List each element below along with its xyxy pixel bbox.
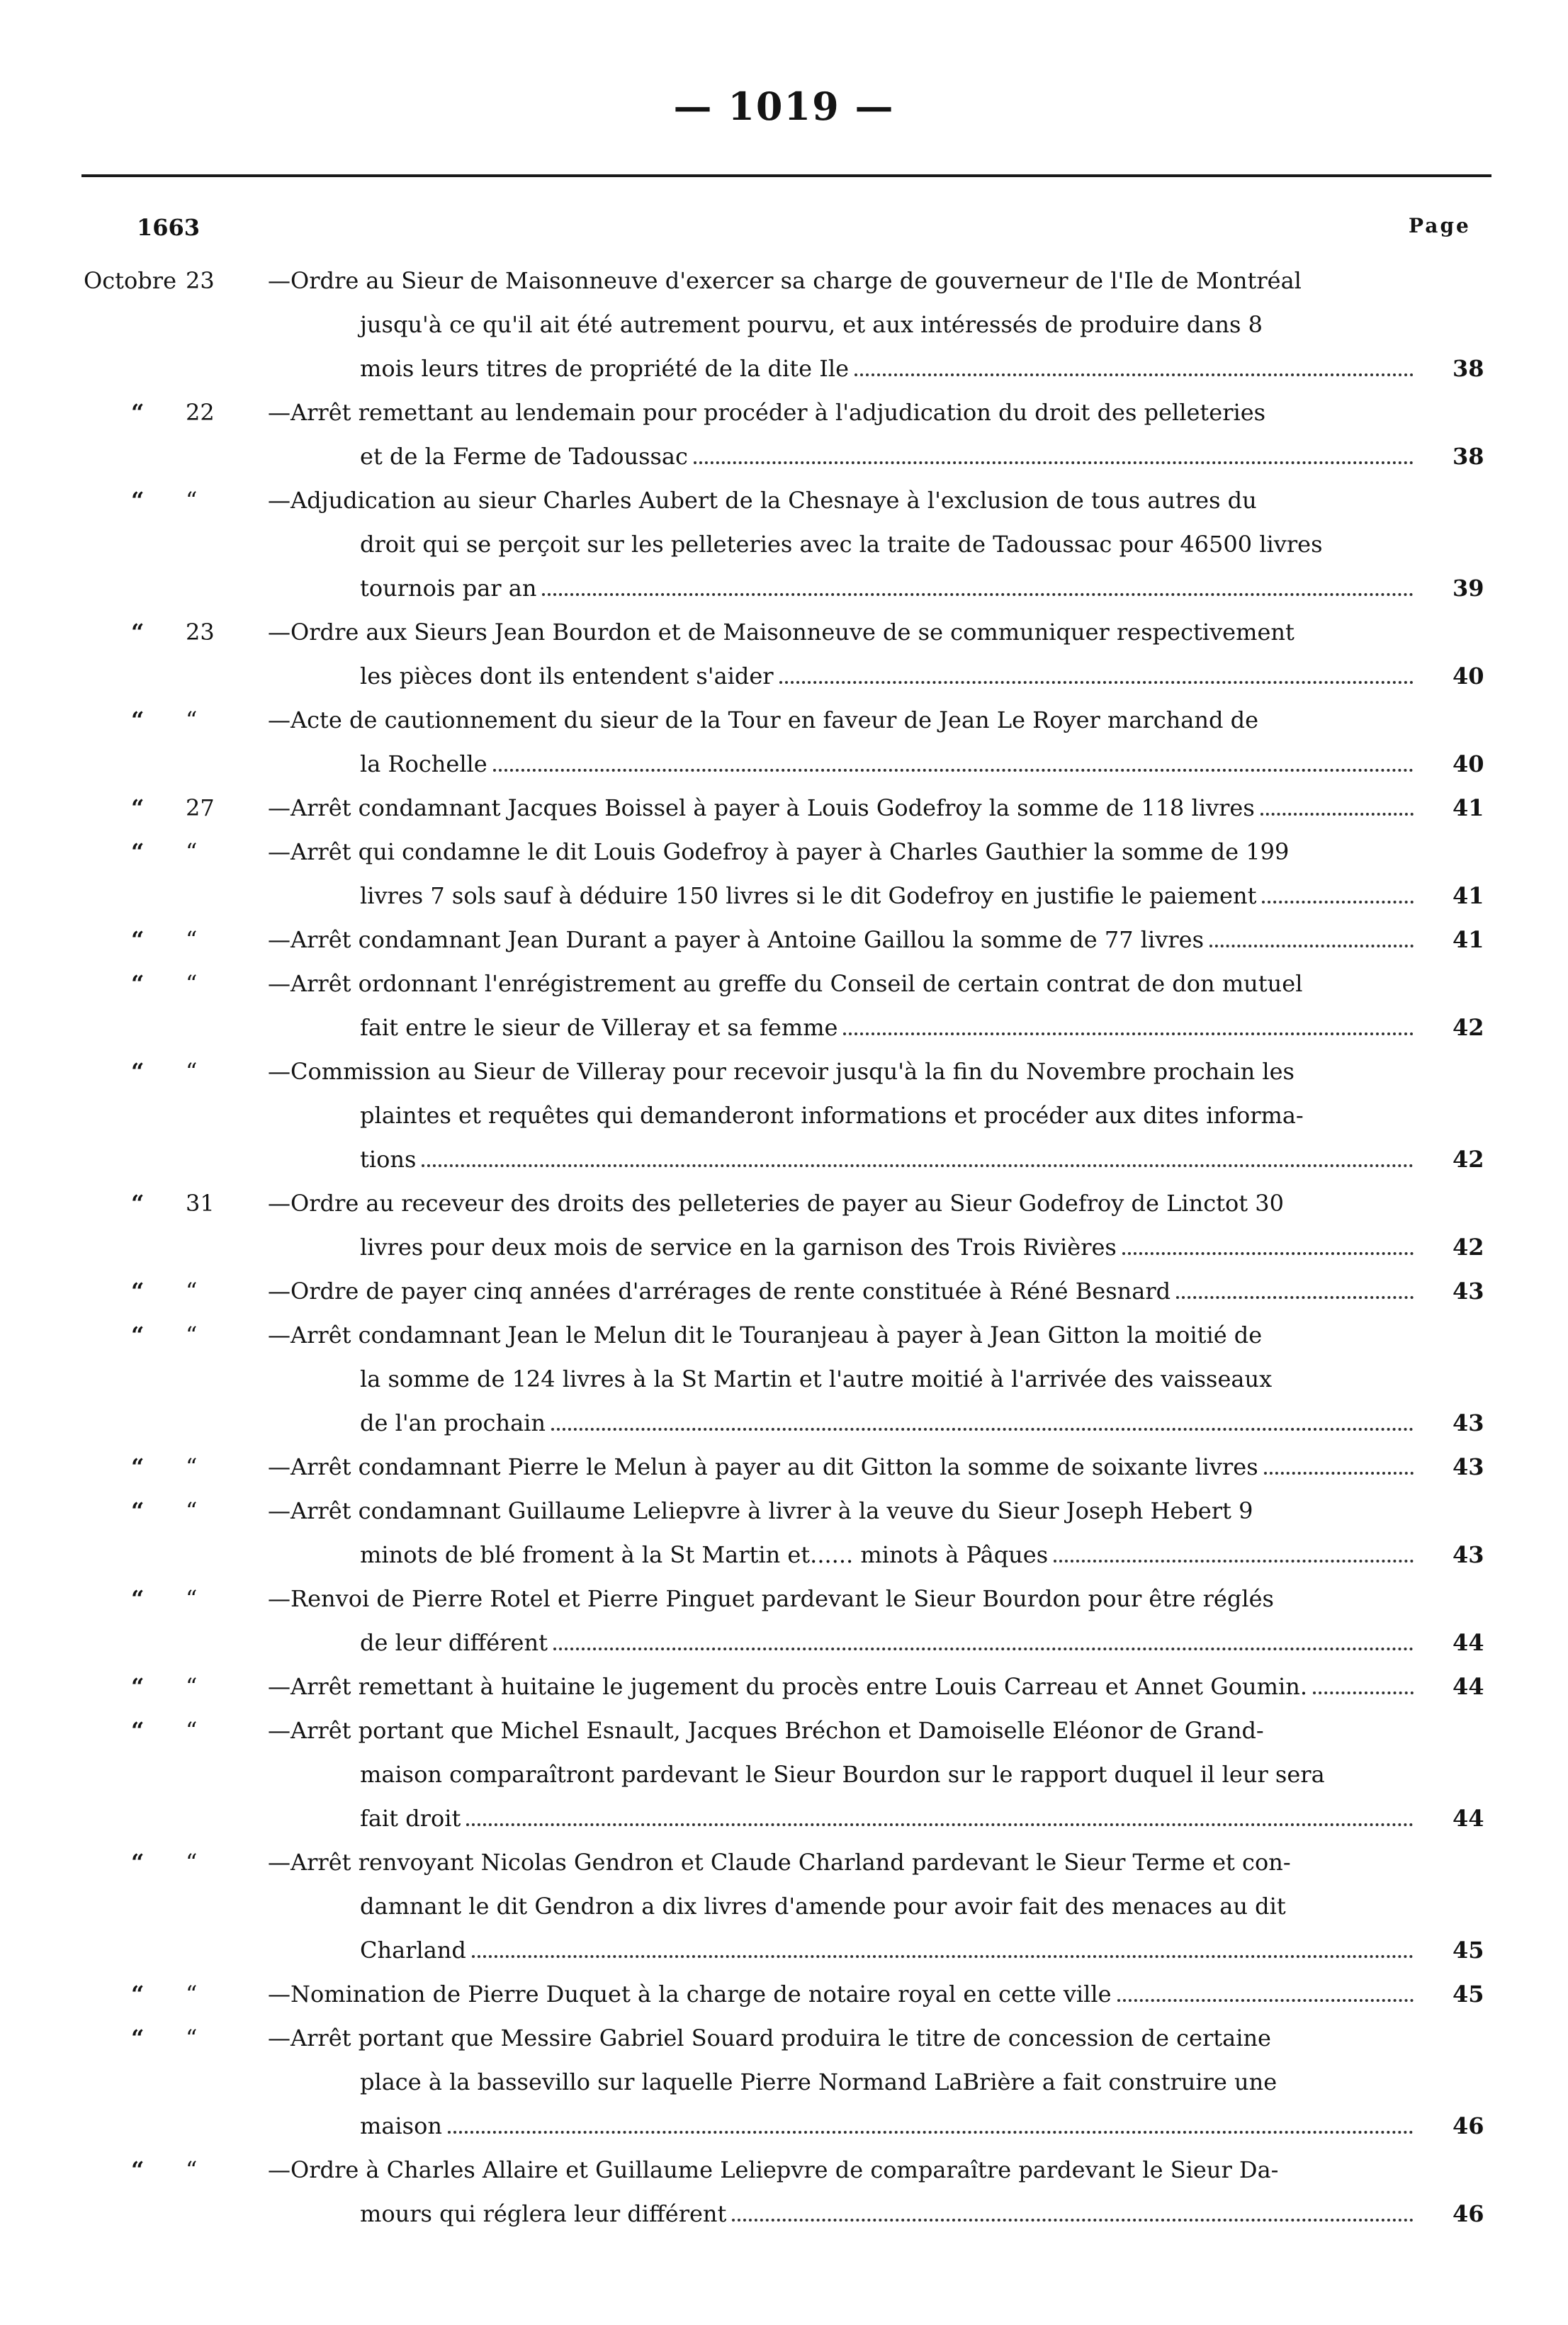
entry-line-text: la Rochelle — [360, 750, 487, 777]
entry-day: 27 — [186, 794, 215, 821]
entry-page-number: 44 — [1453, 1805, 1484, 1832]
ditto-mark: “ — [131, 1190, 145, 1217]
entry-text — [268, 1708, 1419, 1840]
entry-day: “ — [186, 1453, 198, 1480]
entry-page-number: 43 — [1453, 1409, 1484, 1436]
entry-page-number: 44 — [1453, 1673, 1484, 1700]
entry-day: 22 — [186, 399, 215, 426]
entry-day: “ — [186, 1497, 198, 1524]
entry-line — [268, 1884, 1419, 1928]
ditto-mark: “ — [131, 399, 145, 426]
entry-day: “ — [186, 706, 198, 733]
entry-day: 23 — [186, 619, 215, 646]
leader-dots — [1176, 1296, 1414, 1299]
entry-day: “ — [186, 838, 198, 865]
entry-line-text: fait droit — [360, 1805, 461, 1832]
entry-text — [268, 830, 1419, 918]
entry-line-text: maison — [360, 2112, 442, 2139]
entry-line-text: maison comparaîtront pardevant le Sieur Bourdon sur le rapport duquel il leur sera — [360, 1761, 1325, 1788]
entry-line — [268, 1928, 1419, 1972]
entry-text — [268, 390, 1419, 478]
entry-text — [268, 2148, 1419, 2236]
entry-line — [268, 1269, 1419, 1313]
entry-line-text: les pièces dont ils entendent s'aider — [360, 663, 774, 689]
entry-day: “ — [186, 1322, 198, 1349]
entry-line — [268, 1181, 1419, 1225]
entry-day: “ — [186, 1585, 198, 1612]
entry-text — [268, 962, 1419, 1049]
entry-line-text: —Renvoi de Pierre Rotel et Pierre Pinguet pardevant le Sieur Bourdon pour être réglés — [268, 1585, 1274, 1612]
entry-text — [268, 1577, 1419, 1665]
entry-line — [268, 1577, 1419, 1621]
entry-line — [268, 1752, 1419, 1796]
entry-line — [268, 2192, 1419, 2236]
entry-month: Octobre — [84, 267, 176, 294]
entry-line-text: mours qui réglera leur différent — [360, 2200, 727, 2227]
entry-text — [268, 786, 1419, 830]
leader-dots — [1054, 1560, 1414, 1563]
entry-line-text: —Arrêt qui condamne le dit Louis Godefroy à payer à Charles Gauthier la somme de 199 — [268, 838, 1290, 865]
entry-day: 23 — [186, 267, 215, 294]
entry-day: “ — [186, 1673, 198, 1700]
ditto-mark: “ — [131, 1585, 145, 1612]
year-heading: 1663 — [137, 214, 201, 241]
ditto-mark: “ — [131, 619, 145, 646]
entry-line-text: de leur différent — [360, 1629, 548, 1656]
entry-day: “ — [186, 487, 198, 514]
entry-line — [268, 259, 1419, 303]
entry-line — [268, 1137, 1419, 1181]
entry-line-text: —Ordre au receveur des droits des pelleteries de payer au Sieur Godefroy de Linctot 30 — [268, 1190, 1284, 1217]
ditto-mark: “ — [131, 1717, 145, 1744]
entry-day: 31 — [186, 1190, 215, 1217]
entry-line — [268, 654, 1419, 698]
entry-line — [268, 962, 1419, 1006]
entry-line-text: place à la bassevillo sur laquelle Pierre Normand LaBrière a fait construire une — [360, 2068, 1277, 2095]
entry-page-number: 43 — [1453, 1453, 1484, 1480]
entry-text — [268, 610, 1419, 698]
ditto-mark: “ — [131, 1278, 145, 1305]
entry-line-text: —Arrêt condamnant Guillaume Leliepvre à livrer à la veuve du Sieur Joseph Hebert 9 — [268, 1497, 1253, 1524]
entry-line-text: Charland — [360, 1937, 466, 1964]
entry-text — [268, 698, 1419, 786]
leader-dots — [1262, 901, 1414, 903]
entry-line — [268, 1006, 1419, 1049]
entry-line-text: —Ordre de payer cinq années d'arrérages de rente constituée à Réné Besnard — [268, 1278, 1171, 1305]
leader-dots — [1209, 945, 1414, 947]
entry-day: “ — [186, 2025, 198, 2051]
entry-line — [268, 1708, 1419, 1752]
entry-line-text: —Ordre à Charles Allaire et Guillaume Leliepvre de comparaître pardevant le Sieur Da- — [268, 2156, 1279, 2183]
entry-text — [268, 1840, 1419, 1972]
leader-dots — [542, 593, 1414, 596]
entry-page-number: 42 — [1453, 1014, 1484, 1041]
entry-line — [268, 742, 1419, 786]
entry-line — [268, 347, 1419, 390]
entry-line-text: —Arrêt condamnant Jacques Boissel à payer à Louis Godefroy la somme de 118 livres — [268, 794, 1255, 821]
entry-page-number: 41 — [1453, 926, 1484, 953]
entry-line — [268, 2148, 1419, 2192]
ditto-mark: “ — [131, 926, 145, 953]
entry-line — [268, 566, 1419, 610]
entry-text — [268, 478, 1419, 610]
leader-dots — [448, 2131, 1414, 2134]
entry-line — [268, 610, 1419, 654]
entry-line — [268, 1796, 1419, 1840]
entry-text — [268, 1269, 1419, 1313]
entry-line — [268, 522, 1419, 566]
entry-line-text: mois leurs titres de propriété de la dite Ile — [360, 355, 850, 382]
entry-line — [268, 918, 1419, 962]
ditto-mark: “ — [131, 970, 145, 997]
entry-line-text: —Acte de cautionnement du sieur de la Tour en faveur de Jean Le Royer marchand de — [268, 706, 1259, 733]
leader-dots — [493, 769, 1414, 772]
entry-text — [268, 918, 1419, 962]
leader-dots — [1117, 1999, 1414, 2002]
entry-page-number: 42 — [1453, 1146, 1484, 1173]
entry-line-text: livres pour deux mois de service en la garnison des Trois Rivières — [360, 1234, 1117, 1261]
leader-dots — [472, 1955, 1414, 1958]
entry-line-text: —Arrêt condamnant Jean le Melun dit le Touranjeau à payer à Jean Gitton la moitié de — [268, 1322, 1263, 1349]
entry-line — [268, 1225, 1419, 1269]
entry-line-text: plaintes et requêtes qui demanderont informations et procéder aux dites informa- — [360, 1102, 1304, 1129]
entry-day: “ — [186, 1058, 198, 1085]
entry-day: “ — [186, 1981, 198, 2008]
ditto-mark: “ — [131, 1981, 145, 2008]
entry-line-text: —Arrêt remettant au lendemain pour procéder à l'adjudication du droit des pelleteries — [268, 399, 1266, 426]
entry-line — [268, 390, 1419, 434]
entry-line-text: tournois par an — [360, 575, 537, 602]
entry-line — [268, 830, 1419, 874]
entry-page-number: 43 — [1453, 1278, 1484, 1305]
leader-dots — [779, 681, 1414, 684]
entry-line-text: livres 7 sols sauf à déduire 150 livres si le dit Godefroy en justifie le paiement — [360, 882, 1257, 909]
entry-page-number: 46 — [1453, 2112, 1484, 2139]
entry-line-text: —Arrêt remettant à huitaine le jugement du procès entre Louis Carreau et Annet Goumin. — [268, 1673, 1307, 1700]
entry-day: “ — [186, 2156, 198, 2183]
entry-line — [268, 1093, 1419, 1137]
leader-dots — [732, 2219, 1414, 2222]
entry-text — [268, 1313, 1419, 1445]
entry-line-text: —Arrêt renvoyant Nicolas Gendron et Claude Charland pardevant le Sieur Terme et con- — [268, 1849, 1291, 1876]
entry-day: “ — [186, 1278, 198, 1305]
leader-dots — [1264, 1472, 1414, 1475]
entry-page-number: 40 — [1453, 663, 1484, 689]
entry-line-text: —Arrêt portant que Michel Esnault, Jacques Bréchon et Damoiselle Eléonor de Grand- — [268, 1717, 1264, 1744]
entry-line — [268, 434, 1419, 478]
page-number: — 1019 — — [673, 84, 895, 129]
entry-page-number: 45 — [1453, 1937, 1484, 1964]
entry-line — [268, 1621, 1419, 1665]
ditto-mark: “ — [131, 2025, 145, 2051]
entry-line — [268, 874, 1419, 918]
leader-dots — [1122, 1252, 1414, 1255]
entry-day: “ — [186, 970, 198, 997]
entry-line — [268, 478, 1419, 522]
entry-text — [268, 2016, 1419, 2148]
leader-dots — [1313, 1691, 1414, 1694]
entry-line — [268, 1357, 1419, 1401]
entry-line — [268, 786, 1419, 830]
entry-day: “ — [186, 1849, 198, 1876]
entry-day: “ — [186, 926, 198, 953]
leader-dots — [1260, 813, 1414, 816]
entry-line-text: —Arrêt condamnant Jean Durant a payer à Antoine Gaillou la somme de 77 livres — [268, 926, 1204, 953]
entry-line — [268, 2016, 1419, 2060]
page-column-heading: Page — [1409, 214, 1471, 237]
entry-page-number: 40 — [1453, 750, 1484, 777]
entry-line-text: et de la Ferme de Tadoussac — [360, 443, 688, 470]
entry-line-text: fait entre le sieur de Villeray et sa femme — [360, 1014, 838, 1041]
leader-dots — [694, 461, 1414, 464]
leader-dots — [466, 1823, 1414, 1826]
ditto-mark: “ — [131, 1849, 145, 1876]
entry-day: “ — [186, 1717, 198, 1744]
entry-line — [268, 1972, 1419, 2016]
ditto-mark: “ — [131, 1453, 145, 1480]
ditto-mark: “ — [131, 1322, 145, 1349]
ditto-mark: “ — [131, 706, 145, 733]
entry-line — [268, 1533, 1419, 1577]
leader-dots — [843, 1032, 1414, 1035]
entry-text — [268, 1445, 1419, 1489]
entry-page-number: 43 — [1453, 1541, 1484, 1568]
leader-dots — [854, 373, 1414, 376]
entry-line — [268, 303, 1419, 347]
entry-line-text: —Ordre au Sieur de Maisonneuve d'exercer sa charge de gouverneur de l'Ile de Montréal — [268, 267, 1302, 294]
entry-line — [268, 2060, 1419, 2104]
entry-line-text: —Commission au Sieur de Villeray pour recevoir jusqu'à la fin du Novembre prochain les — [268, 1058, 1295, 1085]
entry-line-text: droit qui se perçoit sur les pelleteries avec la traite de Tadoussac pour 46500 livres — [360, 531, 1323, 558]
entry-line-text: —Nomination de Pierre Duquet à la charge de notaire royal en cette ville — [268, 1981, 1112, 2008]
entry-line — [268, 1049, 1419, 1093]
entry-line — [268, 1313, 1419, 1357]
ditto-mark: “ — [131, 487, 145, 514]
entry-line — [268, 2104, 1419, 2148]
entry-line — [268, 1401, 1419, 1445]
entry-line-text: tions — [360, 1146, 417, 1173]
entry-page-number: 39 — [1453, 575, 1484, 602]
entry-page-number: 44 — [1453, 1629, 1484, 1656]
entry-line-text: minots de blé froment à la St Martin et...... minots à Pâques — [360, 1541, 1049, 1568]
entry-text — [268, 259, 1419, 390]
ditto-mark: “ — [131, 1673, 145, 1700]
entry-line — [268, 1489, 1419, 1533]
entry-text — [268, 1489, 1419, 1577]
ditto-mark: “ — [131, 1058, 145, 1085]
entry-page-number: 45 — [1453, 1981, 1484, 2008]
leader-dots — [422, 1164, 1414, 1167]
entry-line-text: jusqu'à ce qu'il ait été autrement pourvu, et aux intéressés de produire dans 8 — [360, 311, 1263, 338]
entry-line-text: la somme de 124 livres à la St Martin et l'autre moitié à l'arrivée des vaisseaux — [360, 1366, 1273, 1392]
leader-dots — [553, 1648, 1414, 1650]
entry-text — [268, 1049, 1419, 1181]
entry-text — [268, 1181, 1419, 1269]
entry-text — [268, 1972, 1419, 2016]
entry-line — [268, 1840, 1419, 1884]
entry-line-text: —Adjudication au sieur Charles Aubert de la Chesnaye à l'exclusion de tous autres du — [268, 487, 1257, 514]
entry-page-number: 46 — [1453, 2200, 1484, 2227]
entry-line — [268, 698, 1419, 742]
entry-line-text: de l'an prochain — [360, 1409, 546, 1436]
entry-line-text: —Ordre aux Sieurs Jean Bourdon et de Maisonneuve de se communiquer respectivement — [268, 619, 1295, 646]
leader-dots — [551, 1428, 1414, 1431]
entry-line — [268, 1445, 1419, 1489]
ditto-mark: “ — [131, 838, 145, 865]
ditto-mark: “ — [131, 2156, 145, 2183]
entry-page-number: 41 — [1453, 794, 1484, 821]
entry-page-number: 38 — [1453, 355, 1484, 382]
entry-page-number: 41 — [1453, 882, 1484, 909]
header-rule — [81, 174, 1491, 177]
entry-line-text: —Arrêt portant que Messire Gabriel Souard produira le titre de concession de certaine — [268, 2025, 1271, 2051]
ditto-mark: “ — [131, 1497, 145, 1524]
ditto-mark: “ — [131, 794, 145, 821]
entry-line-text: —Arrêt condamnant Pierre le Melun à payer au dit Gitton la somme de soixante livres — [268, 1453, 1258, 1480]
entry-line — [268, 1665, 1419, 1708]
entry-page-number: 42 — [1453, 1234, 1484, 1261]
entry-line-text: damnant le dit Gendron a dix livres d'amende pour avoir fait des menaces au dit — [360, 1893, 1286, 1920]
entry-page-number: 38 — [1453, 443, 1484, 470]
entry-line-text: —Arrêt ordonnant l'enrégistrement au greffe du Conseil de certain contrat de don mutuel — [268, 970, 1303, 997]
entry-text — [268, 1665, 1419, 1708]
